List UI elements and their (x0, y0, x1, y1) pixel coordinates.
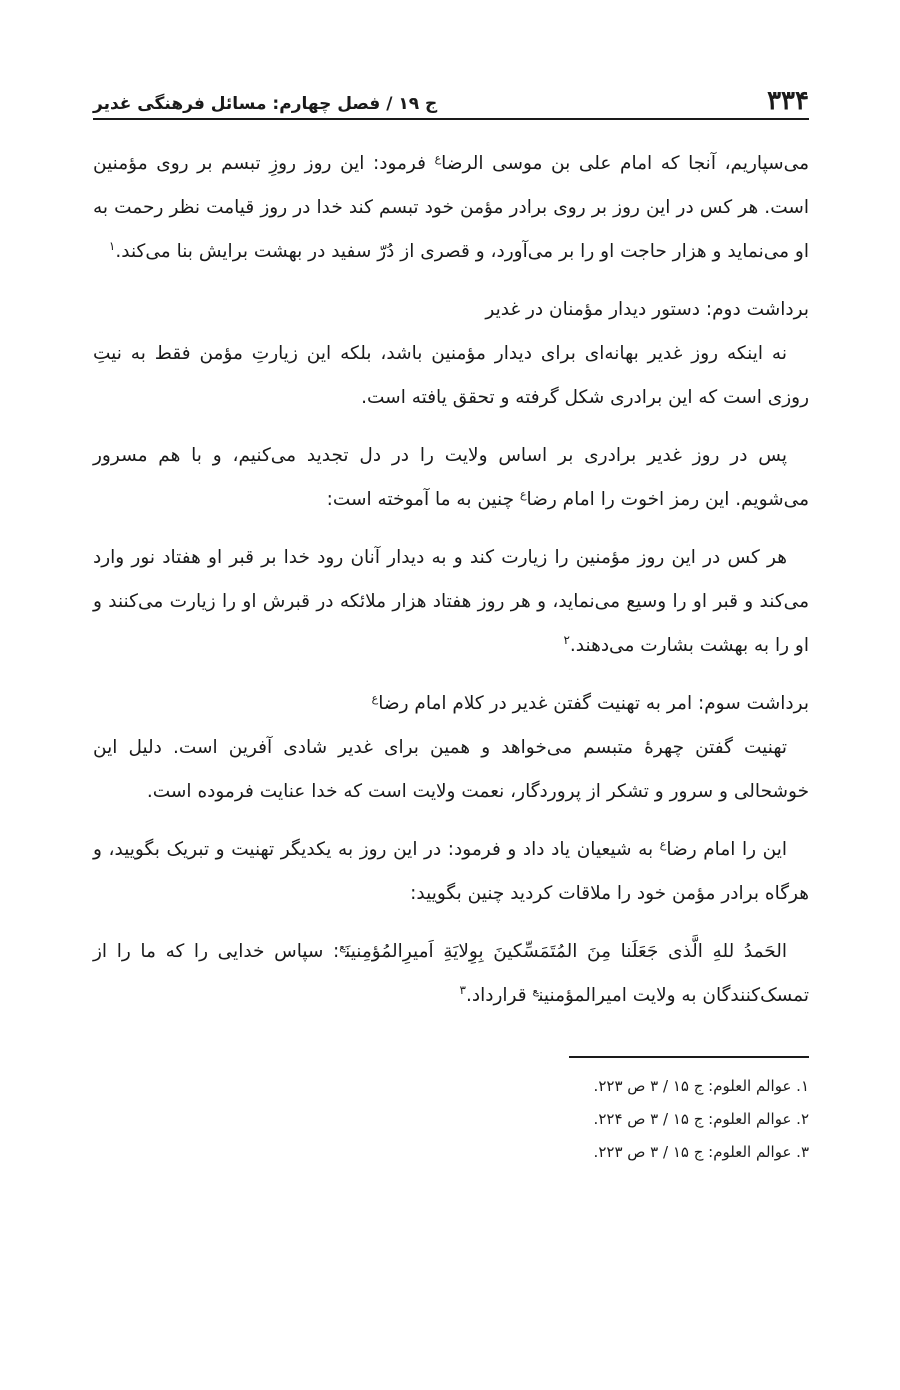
book-page (93, 70, 809, 1169)
paragraph-text: : سپاس خدایی را که ما را از تمسک‌کنندگان به ولایت امیرالمؤمنین (93, 941, 809, 1006)
footnote-ref: ۳ (459, 982, 466, 997)
paragraph-6 (93, 828, 809, 916)
footnote-3: ۳. عوالم العلوم: ج ۱۵ / ۳ ص ۲۲۳. (593, 1143, 809, 1161)
page-header (93, 70, 809, 120)
paragraph-text: فرمود: این روز روزِ تبسم بر روی مؤمنین است. هر کس در این روز بر روی برادر مؤمن خود تبسم کند خدا در روز قیامت نظر رحمت به او می‌نماید و هزار حاجت او را بر می‌آورد، و قصری از دُرّ سفید در بهشت برایش بنا می‌کند. (93, 153, 809, 262)
honorific-mark: ع (339, 939, 346, 953)
paragraph-1 (93, 142, 809, 274)
running-head: ج ۱۹ / فصل چهارم: مسائل فرهنگی غدیر (93, 94, 438, 114)
paragraph-4 (93, 536, 809, 668)
body-text (93, 142, 809, 1018)
paragraph-7 (93, 930, 809, 1018)
honorific-mark: ع (434, 151, 442, 165)
footnote-1: ۱. عوالم العلوم: ج ۱۵ / ۳ ص ۲۲۳. (593, 1077, 809, 1095)
footnote-ref: ۱ (108, 238, 116, 253)
honorific-mark: ع (659, 837, 667, 851)
paragraph-text: چنین به ما آموخته است: (326, 489, 520, 510)
footnotes (93, 1070, 809, 1169)
paragraph-text: قرارداد. (465, 985, 533, 1006)
paragraph-text: به شیعیان یاد داد و فرمود: در این روز به یکدیگر تهنیت و تبریک بگویید، و هرگاه برادر مؤمن خود را ملاقات کردید چنین بگویید: (93, 839, 809, 904)
footnote-2: ۲. عوالم العلوم: ج ۱۵ / ۳ ص ۲۲۴. (593, 1110, 809, 1128)
paragraph-text: این را امام رضا (666, 839, 787, 860)
honorific-mark: ع (532, 983, 539, 997)
paragraph-text: می‌سپاریم، آنجا که امام علی بن موسی الرضا (441, 153, 809, 174)
page-number: ۳۳۴ (767, 86, 809, 116)
honorific-mark: ع (371, 691, 379, 705)
paragraph-text: هر کس در این روز مؤمنین را زیارت کند و به دیدار آنان رود خدا بر قبر او هفتاد نور وارد می‌کند و قبر او را وسیع می‌نماید، و هر روز هفتاد هزار ملائکه در قبرش او را زیارت می‌کنند و او را به بهشت بشارت می‌دهند. (93, 547, 809, 656)
paragraph-text: پس در روز غدیر برادری بر اساس ولایت را در دل تجدید می‌کنیم، و با هم مسرور می‌شویم. این رمز اخوت را امام رضا (93, 445, 809, 510)
paragraph-5: تهنیت گفتن چهرهٔ متبسم می‌خواهد و همین برای غدیر شادی آفرین است. دلیل این خوشحالی و سرور و تشکر از پروردگار، نعمت ولایت است که خدا عنایت فرموده است. (93, 737, 809, 802)
paragraph-text: الحَمدُ للهِ الَّذی جَعَلَنا مِنَ المُتَمَسِّکینَ بِوِلایَةِ اَمیرِالمُؤمِنینَ (345, 941, 787, 962)
paragraph-3 (93, 434, 809, 522)
footnote-ref: ۲ (563, 632, 570, 647)
heading-text: برداشت سوم: امر به تهنیت گفتن غدیر در کلام امام رضا (378, 693, 809, 714)
footnote-divider (569, 1056, 809, 1058)
paragraph-2: نه اینکه روز غدیر بهانه‌ای برای دیدار مؤمنین باشد، بلکه این زیارتِ مؤمن فقط به نیتِ روزی است که این برادری شکل گرفته و تحقق یافته است. (93, 343, 809, 408)
section-heading-2: برداشت دوم: دستور دیدار مؤمنان در غدیر (485, 299, 809, 320)
honorific-mark: ع (519, 487, 527, 501)
section-heading-3 (93, 682, 809, 726)
